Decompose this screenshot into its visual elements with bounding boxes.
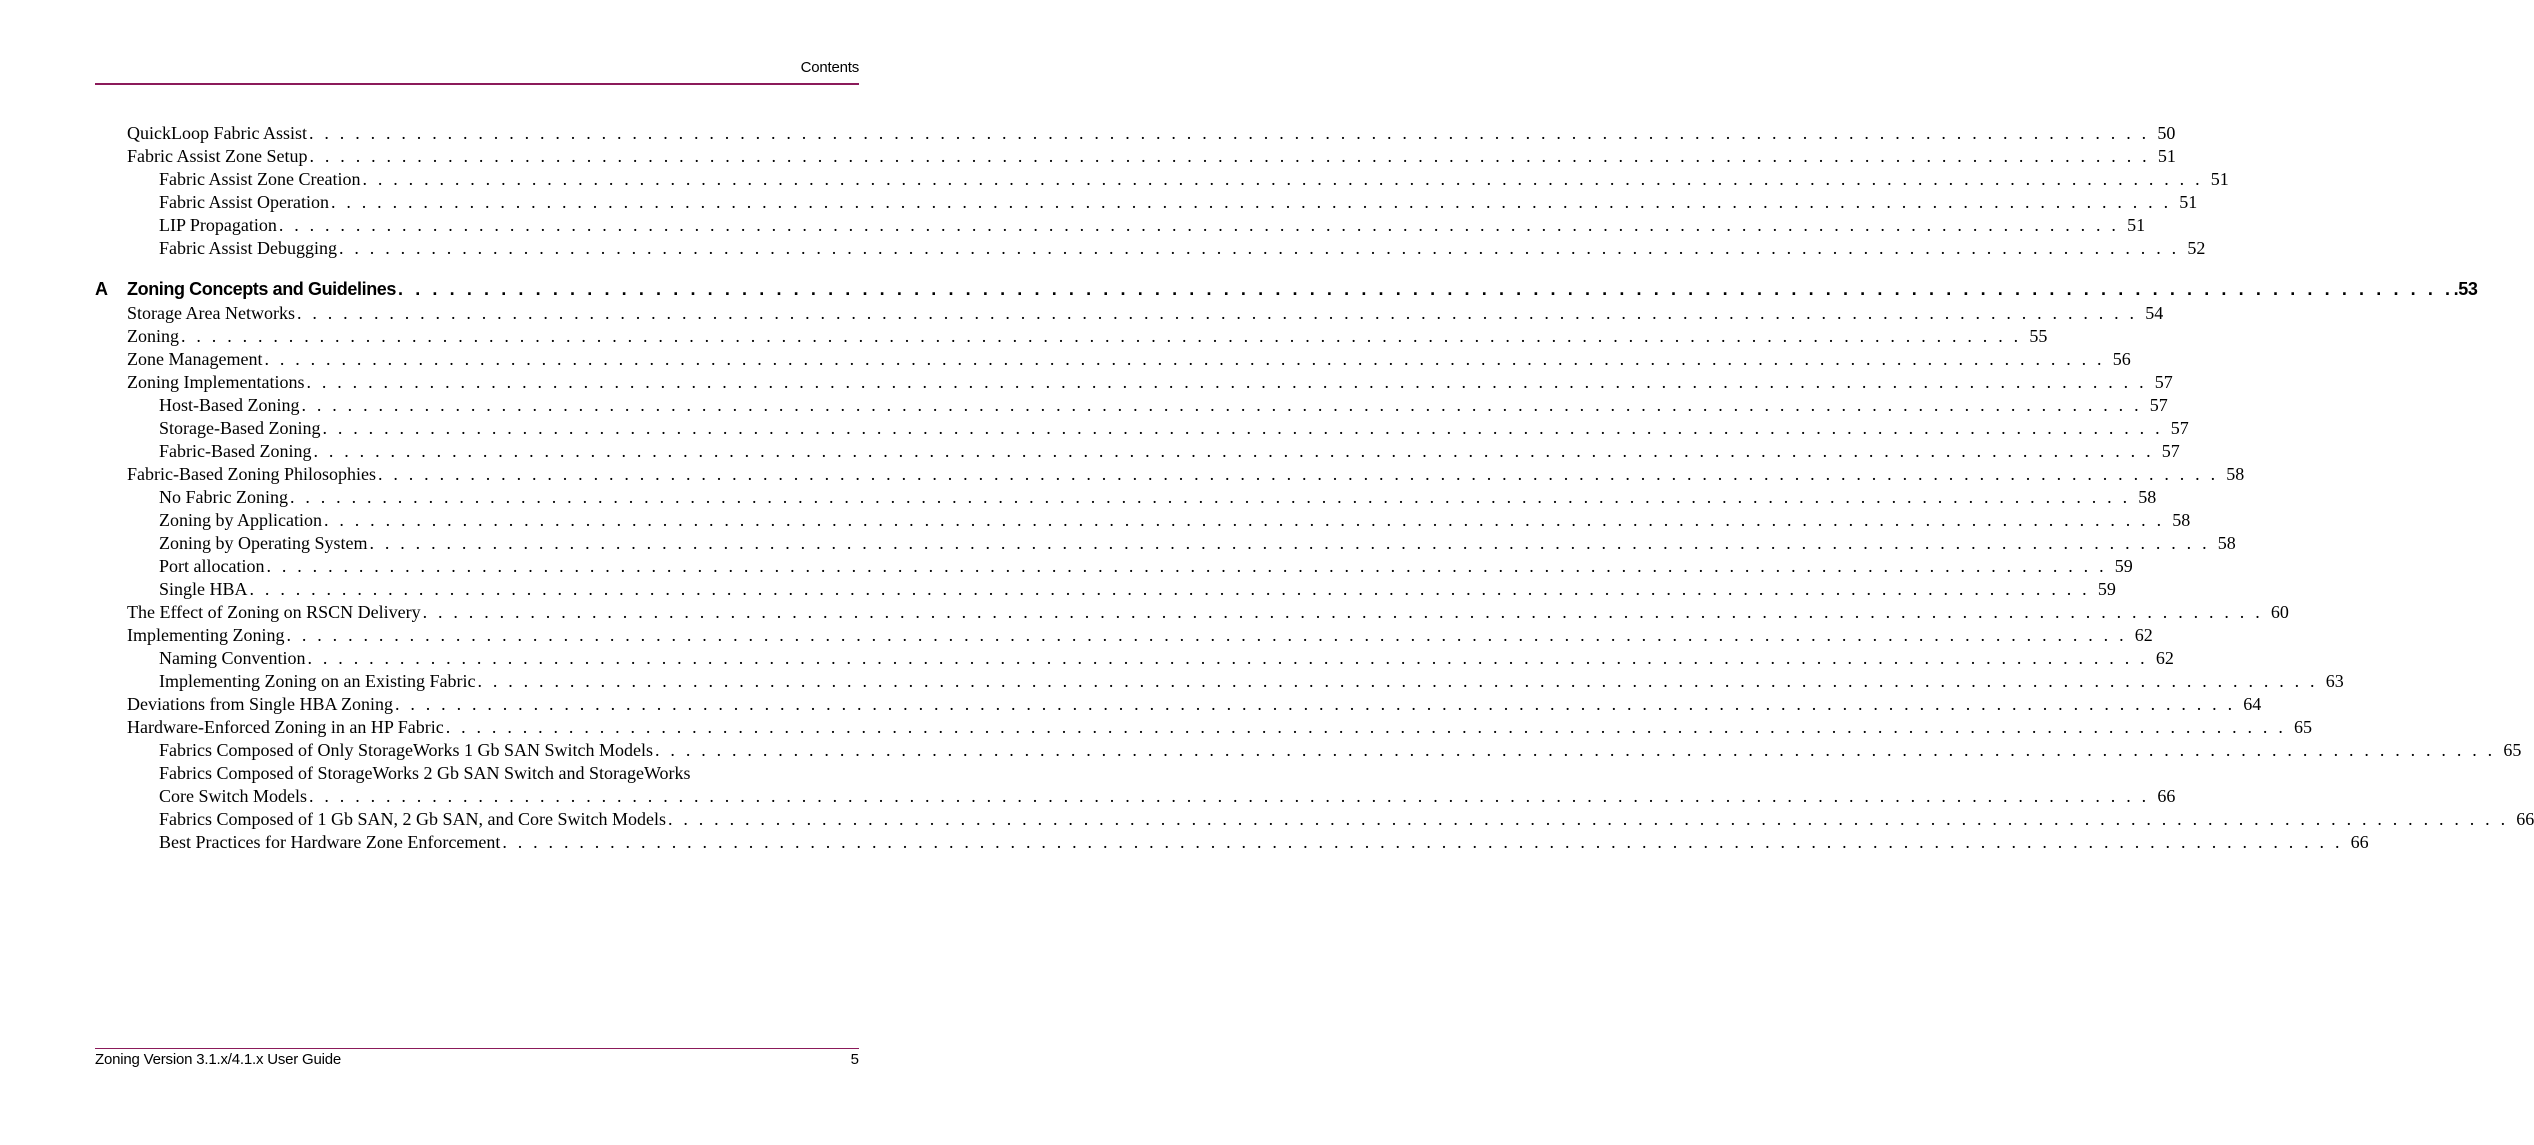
dot-leader: . . . . . . . . . . . . . . . . . . . . . . . . . . . . . . . . . . . . . . . . . . . . . . . . . . . . . . . . . . . . . . . . . . . . . . . . . . . . . . . . . . . . . . . . . . . . . . . . . . . . . . . . . . . . . . . . . . . . . . . . [477, 671, 2318, 691]
toc-entry-title: Fabric Assist Zone Creation [159, 169, 361, 189]
toc-entry[interactable] [159, 169, 2229, 192]
dot-leader: . . . . . . . . . . . . . . . . . . . . . . . . . . . . . . . . . . . . . . . . . . . . . . . . . . . . . . . . . . . . . . . . . . . . . . . . . . . . . . . . . . . . . . . . . . . . . . . . . . . . . . . . . . . . . . . . . . . . . . . . [301, 395, 2142, 415]
toc-entry-page: 62 [2134, 625, 2153, 645]
toc-entry-title: Hardware-Enforced Zoning in an HP Fabric [127, 717, 444, 737]
toc-entry-title: Zoning Implementations [127, 372, 305, 392]
dot-leader: . . . . . . . . . . . . . . . . . . . . . . . . . . . . . . . . . . . . . . . . . . . . . . . . . . . . . . . . . . . . . . . . . . . . . . . . . . . . . . . . . . . . . . . . . . . . . . . . . . . . . . . . . . . . . . . . . . . . . . . . [667, 809, 2509, 829]
toc-entry[interactable] [159, 510, 2191, 533]
dot-leader: . . . . . . . . . . . . . . . . . . . . . . . . . . . . . . . . . . . . . . . . . . . . . . . . . . . . . . . . . . . . . . . . . . . . . . . . . . . . . . . . . . . . . . . . . . . . . . . . . . . . . . . . . . . . . . . . . . . . . . . . [309, 123, 2150, 143]
dot-leader: . . . . . . . . . . . . . . . . . . . . . . . . . . . . . . . . . . . . . . . . . . . . . . . . . . . . . . . . . . . . . . . . . . . . . . . . . . . . . . . . . . . . . . . . . . . . . . . . . . . . . . . . . . . . . . . . . . . . . . . . [249, 579, 2090, 599]
toc-entry-page: .53 [2453, 279, 2478, 299]
toc-entry-page: 59 [2114, 556, 2133, 576]
toc-entry[interactable] [159, 809, 2534, 832]
toc-entry-title: Best Practices for Hardware Zone Enforcement [159, 832, 501, 852]
dot-leader: . . . . . . . . . . . . . . . . . . . . . . . . . . . . . . . . . . . . . . . . . . . . . . . . . . . . . . . . . . . . . . . . . . . . . . . . . . . . . . . . . . . . . . . . . . . . . . . . . . . . . . . . . . . . . . . . . . . . . . . . [369, 533, 2210, 553]
toc-entry-title: Zoning by Application [159, 510, 322, 530]
dot-leader: . . . . . . . . . . . . . . . . . . . . . . . . . . . . . . . . . . . . . . . . . . . . . . . . . . . . . . . . . . . . . . . . . . . . . . . . . . . . . . . . . . . . . . . . . . . . . . . . . . . . . . . . . . . . . . . . . . . . . . . . [394, 694, 2236, 714]
toc-entry-title: Naming Convention [159, 648, 306, 668]
toc-entry-title: Deviations from Single HBA Zoning [127, 694, 393, 714]
dot-leader: . . . . . . . . . . . . . . . . . . . . . . . . . . . . . . . . . . . . . . . . . . . . . . . . . . . . . . . . . . . . . . . . . . . . . . . . . . . . . . . . . . . . . . . . . . . . . . . . . . . . . . . . . . . . . . . . . . . . . . . . [306, 372, 2147, 392]
toc-entry-page: 66 [2516, 809, 2534, 829]
toc-entry[interactable] [127, 717, 2313, 740]
toc-entry-title: Zoning [127, 326, 179, 346]
toc-entry-page: 58 [2138, 487, 2157, 507]
guide-title: Zoning Version 3.1.x/4.1.x User Guide [95, 1051, 342, 1068]
toc-entry-title: Core Switch Models [159, 786, 307, 806]
toc-entry[interactable] [127, 694, 2262, 717]
dot-leader: . . . . . . . . . . . . . . . . . . . . . . . . . . . . . . . . . . . . . . . . . . . . . . . . . . . . . . . . . . . . . . . . . . . . . . . . . . . . . . . . . . . . . . . . . . . . . . . . . . . . . . . . . . . . . . . . . . . . . . . . [362, 169, 2203, 189]
toc-entry[interactable] [127, 349, 2131, 372]
toc-entry-page: 57 [2170, 418, 2189, 438]
toc-entry-title: Implementing Zoning [127, 625, 285, 645]
footer-rule [95, 1048, 859, 1049]
toc-entry-title: Fabric-Based Zoning Philosophies [127, 464, 376, 484]
toc-entry[interactable] [159, 238, 2206, 261]
toc-entry-title: Fabrics Composed of 1 Gb SAN, 2 Gb SAN, and Core Switch Models [159, 809, 666, 829]
toc-entry[interactable] [127, 326, 2048, 349]
toc-entry[interactable] [159, 648, 2174, 671]
toc-entry-page: 51 [2179, 192, 2198, 212]
dot-leader: . . . . . . . . . . . . . . . . . . . . . . . . . . . . . . . . . . . . . . . . . . . . . . . . . . . . . . . . . . . . . . . . . . . . . . . . . . . . . . . . . . . . . . . . . . . . . . . . . . . . . . . . . . . . . . . . . . . . . . . . [309, 786, 2150, 806]
toc-entry-title: No Fabric Zoning [159, 487, 288, 507]
toc-entry-title: Storage Area Networks [127, 303, 295, 323]
dot-leader: . . . . . . . . . . . . . . . . . . . . . . . . . . . . . . . . . . . . . . . . . . . . . . . . . . . . . . . . . . . . . . . . . . . . . . . . . . . . . . . . . . . . . . . . . . . . . . . . . . . . . . . . . . . . . . . . . . . . . . . . [398, 279, 2454, 299]
toc-entry-page: 57 [2161, 441, 2180, 461]
toc-entry[interactable] [127, 303, 2164, 326]
toc-entry-page: 50 [2157, 123, 2176, 143]
toc-entry[interactable] [159, 395, 2168, 418]
toc-entry[interactable] [127, 123, 2176, 146]
toc-entry-page: 51 [2210, 169, 2229, 189]
toc-entry-title: Zone Management [127, 349, 263, 369]
toc-entry-title: QuickLoop Fabric Assist [127, 123, 307, 143]
dot-leader: . . . . . . . . . . . . . . . . . . . . . . . . . . . . . . . . . . . . . . . . . . . . . . . . . . . . . . . . . . . . . . . . . . . . . . . . . . . . . . . . . . . . . . . . . . . . . . . . . . . . . . . . . . . . . . . . . . . . . . . . [323, 510, 2165, 530]
dot-leader: . . . . . . . . . . . . . . . . . . . . . . . . . . . . . . . . . . . . . . . . . . . . . . . . . . . . . . . . . . . . . . . . . . . . . . . . . . . . . . . . . . . . . . . . . . . . . . . . . . . . . . . . . . . . . . . . . . . . . . . . [181, 326, 2022, 346]
dot-leader: . . . . . . . . . . . . . . . . . . . . . . . . . . . . . . . . . . . . . . . . . . . . . . . . . . . . . . . . . . . . . . . . . . . . . . . . . . . . . . . . . . . . . . . . . . . . . . . . . . . . . . . . . . . . . . . . . . . . . . . . [445, 717, 2287, 737]
toc-entry-page: 55 [2029, 326, 2048, 346]
toc-entry-page: 57 [2149, 395, 2168, 415]
toc-entry-title: Fabric-Based Zoning [159, 441, 312, 461]
toc-entry-title: Port allocation [159, 556, 265, 576]
toc-entry-title: Single HBA [159, 579, 248, 599]
toc-entry-title: LIP Propagation [159, 215, 277, 235]
toc-entry-page: 64 [2243, 694, 2262, 714]
toc-entry-page: 51 [2127, 215, 2146, 235]
dot-leader: . . . . . . . . . . . . . . . . . . . . . . . . . . . . . . . . . . . . . . . . . . . . . . . . . . . . . . . . . . . . . . . . . . . . . . . . . . . . . . . . . . . . . . . . . . . . . . . . . . . . . . . . . . . . . . . . . . . . . . . . [296, 303, 2138, 323]
toc-entry[interactable] [159, 441, 2180, 464]
toc-entry[interactable] [127, 146, 2176, 169]
toc-entry-page: 56 [2112, 349, 2131, 369]
toc-entry[interactable] [159, 740, 2522, 763]
chapter-heading[interactable] [127, 279, 2478, 302]
dot-leader: . . . . . . . . . . . . . . . . . . . . . . . . . . . . . . . . . . . . . . . . . . . . . . . . . . . . . . . . . . . . . . . . . . . . . . . . . . . . . . . . . . . . . . . . . . . . . . . . . . . . . . . . . . . . . . . . . . . . . . . . [422, 602, 2263, 622]
toc-entry-page: 59 [2097, 579, 2116, 599]
dot-leader: . . . . . . . . . . . . . . . . . . . . . . . . . . . . . . . . . . . . . . . . . . . . . . . . . . . . . . . . . . . . . . . . . . . . . . . . . . . . . . . . . . . . . . . . . . . . . . . . . . . . . . . . . . . . . . . . . . . . . . . . [307, 648, 2148, 668]
toc-entry-page: 58 [2226, 464, 2245, 484]
toc-entry-page: 66 [2157, 786, 2176, 806]
toc-entry[interactable] [159, 215, 2146, 238]
toc-entry[interactable] [159, 192, 2198, 215]
toc-entry-page: 58 [2217, 533, 2236, 553]
toc-entry[interactable] [127, 602, 2289, 625]
toc-entry-title: Fabric Assist Operation [159, 192, 329, 212]
dot-leader: . . . . . . . . . . . . . . . . . . . . . . . . . . . . . . . . . . . . . . . . . . . . . . . . . . . . . . . . . . . . . . . . . . . . . . . . . . . . . . . . . . . . . . . . . . . . . . . . . . . . . . . . . . . . . . . . . . . . . . . . [502, 832, 2343, 852]
dot-leader: . . . . . . . . . . . . . . . . . . . . . . . . . . . . . . . . . . . . . . . . . . . . . . . . . . . . . . . . . . . . . . . . . . . . . . . . . . . . . . . . . . . . . . . . . . . . . . . . . . . . . . . . . . . . . . . . . . . . . . . . [286, 625, 2127, 645]
toc-entry[interactable] [127, 464, 2245, 487]
toc-entry-page: 65 [2294, 717, 2313, 737]
dot-leader: . . . . . . . . . . . . . . . . . . . . . . . . . . . . . . . . . . . . . . . . . . . . . . . . . . . . . . . . . . . . . . . . . . . . . . . . . . . . . . . . . . . . . . . . . . . . . . . . . . . . . . . . . . . . . . . . . . . . . . . . [330, 192, 2172, 212]
dot-leader: . . . . . . . . . . . . . . . . . . . . . . . . . . . . . . . . . . . . . . . . . . . . . . . . . . . . . . . . . . . . . . . . . . . . . . . . . . . . . . . . . . . . . . . . . . . . . . . . . . . . . . . . . . . . . . . . . . . . . . . . [655, 740, 2496, 760]
toc-entry-page: 60 [2270, 602, 2289, 622]
toc-entry-page: 51 [2157, 146, 2176, 166]
dot-leader: . . . . . . . . . . . . . . . . . . . . . . . . . . . . . . . . . . . . . . . . . . . . . . . . . . . . . . . . . . . . . . . . . . . . . . . . . . . . . . . . . . . . . . . . . . . . . . . . . . . . . . . . . . . . . . . . . . . . . . . . [322, 418, 2163, 438]
header-rule [95, 83, 859, 85]
dot-leader: . . . . . . . . . . . . . . . . . . . . . . . . . . . . . . . . . . . . . . . . . . . . . . . . . . . . . . . . . . . . . . . . . . . . . . . . . . . . . . . . . . . . . . . . . . . . . . . . . . . . . . . . . . . . . . . . . . . . . . . . [377, 464, 2219, 484]
toc-entry[interactable] [159, 671, 2344, 694]
toc-entry-title: Fabrics Composed of Only StorageWorks 1 Gb SAN Switch Models [159, 740, 654, 760]
dot-leader: . . . . . . . . . . . . . . . . . . . . . . . . . . . . . . . . . . . . . . . . . . . . . . . . . . . . . . . . . . . . . . . . . . . . . . . . . . . . . . . . . . . . . . . . . . . . . . . . . . . . . . . . . . . . . . . . . . . . . . . . [339, 238, 2180, 258]
toc-entry-title: Fabric Assist Debugging [159, 238, 337, 258]
toc-entry-page: 57 [2154, 372, 2173, 392]
toc-entry[interactable] [159, 556, 2133, 579]
toc-entry-title: Fabric Assist Zone Setup [127, 146, 308, 166]
toc-entry[interactable] [159, 418, 2189, 441]
toc-entry-title: Storage-Based Zoning [159, 418, 321, 438]
toc-entry[interactable] [159, 487, 2157, 510]
dot-leader: . . . . . . . . . . . . . . . . . . . . . . . . . . . . . . . . . . . . . . . . . . . . . . . . . . . . . . . . . . . . . . . . . . . . . . . . . . . . . . . . . . . . . . . . . . . . . . . . . . . . . . . . . . . . . . . . . . . . . . . . [289, 487, 2131, 507]
dot-leader: . . . . . . . . . . . . . . . . . . . . . . . . . . . . . . . . . . . . . . . . . . . . . . . . . . . . . . . . . . . . . . . . . . . . . . . . . . . . . . . . . . . . . . . . . . . . . . . . . . . . . . . . . . . . . . . . . . . . . . . . [264, 349, 2105, 369]
dot-leader: . . . . . . . . . . . . . . . . . . . . . . . . . . . . . . . . . . . . . . . . . . . . . . . . . . . . . . . . . . . . . . . . . . . . . . . . . . . . . . . . . . . . . . . . . . . . . . . . . . . . . . . . . . . . . . . . . . . . . . . . [278, 215, 2120, 235]
toc-entry-title-line1[interactable]: Fabrics Composed of StorageWorks 2 Gb SAN Switch and StorageWorks [159, 763, 691, 783]
toc-entry-title: Zoning Concepts and Guidelines [127, 279, 397, 299]
running-header: Contents [800, 59, 859, 76]
toc-entry[interactable] [159, 579, 2116, 602]
toc-entry-title: Implementing Zoning on an Existing Fabric [159, 671, 476, 691]
chapter-letter: A [95, 279, 108, 299]
page-number: 5 [850, 1051, 859, 1068]
toc-entry[interactable] [159, 533, 2236, 556]
toc-entry-title: Host-Based Zoning [159, 395, 300, 415]
toc-entry-title: The Effect of Zoning on RSCN Delivery [127, 602, 421, 622]
toc-entry-page: 65 [2503, 740, 2522, 760]
toc-entry-page: 52 [2187, 238, 2206, 258]
dot-leader: . . . . . . . . . . . . . . . . . . . . . . . . . . . . . . . . . . . . . . . . . . . . . . . . . . . . . . . . . . . . . . . . . . . . . . . . . . . . . . . . . . . . . . . . . . . . . . . . . . . . . . . . . . . . . . . . . . . . . . . . [313, 441, 2154, 461]
toc-entry-title: Zoning by Operating System [159, 533, 368, 553]
toc-entry[interactable] [127, 372, 2173, 395]
toc-entry-page: 66 [2350, 832, 2369, 852]
dot-leader: . . . . . . . . . . . . . . . . . . . . . . . . . . . . . . . . . . . . . . . . . . . . . . . . . . . . . . . . . . . . . . . . . . . . . . . . . . . . . . . . . . . . . . . . . . . . . . . . . . . . . . . . . . . . . . . . . . . . . . . . [266, 556, 2107, 576]
toc-entry-page: 63 [2325, 671, 2344, 691]
toc-entry-page: 54 [2145, 303, 2164, 323]
toc-entry[interactable] [159, 832, 2369, 855]
toc-entry-page: 58 [2172, 510, 2191, 530]
toc-entry[interactable] [127, 625, 2153, 648]
toc-entry[interactable] [159, 786, 2176, 809]
toc-entry-page: 62 [2155, 648, 2174, 668]
dot-leader: . . . . . . . . . . . . . . . . . . . . . . . . . . . . . . . . . . . . . . . . . . . . . . . . . . . . . . . . . . . . . . . . . . . . . . . . . . . . . . . . . . . . . . . . . . . . . . . . . . . . . . . . . . . . . . . . . . . . . . . . [309, 146, 2150, 166]
